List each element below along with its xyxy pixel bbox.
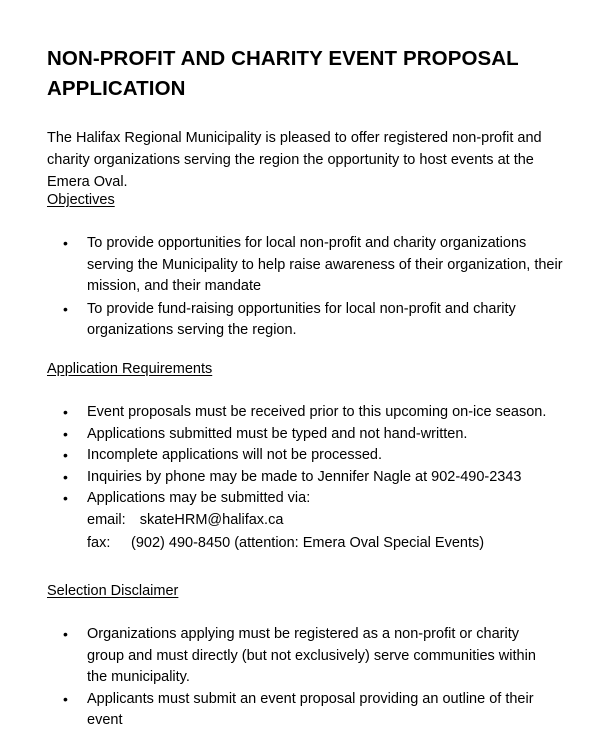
- requirement-text: Applications may be submitted via:: [87, 490, 311, 506]
- bullet-icon: •: [63, 690, 68, 707]
- disclaimer-text: Organizations applying must be registered as a non-profit or charity group and must directly (but not exclusively) serve communities within the municipality.: [87, 626, 536, 685]
- bullet-icon: •: [63, 404, 68, 420]
- list-item: [0, 299, 600, 342]
- title-line-1: NON-PROFIT AND CHARITY EVENT PROPOSAL: [47, 47, 519, 70]
- document-title: [47, 44, 567, 104]
- disclaimer-text: Applicants must submit an event proposal providing an outline of their event: [87, 690, 534, 728]
- list-item: [0, 488, 600, 555]
- fax-label: fax:: [87, 535, 111, 551]
- requirement-text: Event proposals must be received prior to this upcoming on-ice season.: [87, 404, 547, 420]
- list-item: [0, 689, 600, 732]
- fax-value: (902) 490-8450 (attention: Emera Oval Special Events): [131, 535, 485, 551]
- bullet-icon: •: [63, 425, 68, 442]
- email-value: skateHRM@halifax.ca: [139, 511, 284, 528]
- list-item: [0, 233, 600, 298]
- list-item: [0, 445, 600, 467]
- bullet-icon: •: [63, 490, 68, 506]
- requirement-text: Inquiries by phone may be made to Jennifer Nagle at 902-490-2343: [87, 468, 522, 485]
- disclaimer-list: [0, 624, 600, 732]
- disclaimer-heading: Selection Disclaimer: [47, 583, 179, 599]
- bullet-icon: •: [63, 300, 68, 317]
- objective-text: To provide fund-raising opportunities for local non-profit and charity organizations serving the region.: [87, 300, 516, 338]
- requirement-text: Incomplete applications will not be processed.: [87, 447, 382, 463]
- requirements-heading: Application Requirements: [47, 361, 213, 377]
- email-line: [87, 510, 570, 532]
- intro-paragraph: The Halifax Regional Municipality is pleased to offer registered non-profit and charity organizations serving the region the opportunity to host events at the Emera Oval.: [47, 130, 542, 190]
- bullet-icon: •: [63, 235, 68, 251]
- bullet-icon: •: [63, 447, 68, 463]
- requirements-list: [0, 402, 600, 555]
- objective-text: To provide opportunities for local non-profit and charity organizations serving the Municipality to help raise awareness of their organization, their mission, and their mandate: [87, 235, 563, 294]
- email-label: email:: [87, 511, 126, 528]
- title-line-2: APPLICATION: [47, 77, 186, 100]
- requirement-text: Applications submitted must be typed and not hand-written.: [87, 425, 468, 442]
- list-item: [0, 402, 600, 424]
- list-item: [0, 424, 600, 446]
- list-item: [0, 624, 600, 689]
- fax-line: [87, 533, 570, 555]
- objectives-heading: Objectives: [47, 192, 115, 208]
- objectives-list: [0, 233, 600, 342]
- bullet-icon: •: [63, 626, 68, 642]
- list-item: [0, 467, 600, 489]
- bullet-icon: •: [63, 468, 68, 485]
